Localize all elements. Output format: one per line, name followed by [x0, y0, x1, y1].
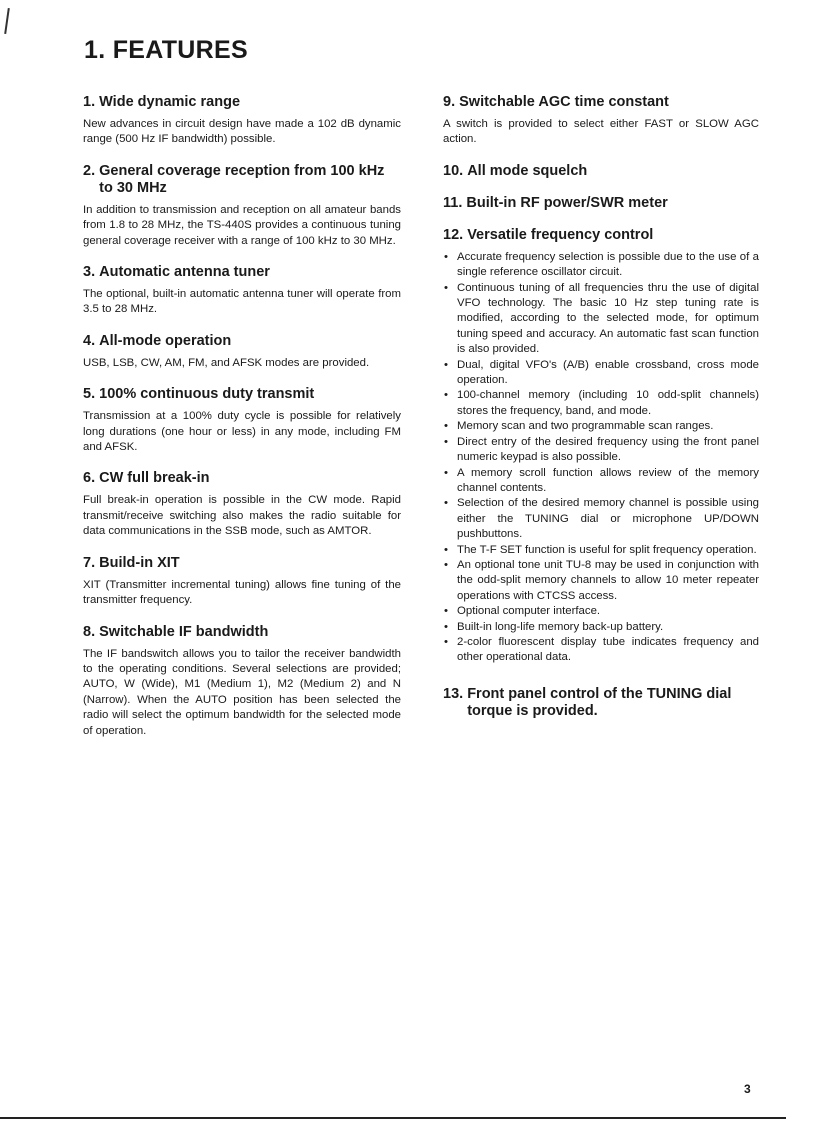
feature-1 — [83, 94, 401, 148]
feature-4 — [83, 333, 401, 371]
feature-text: XIT (Transmitter incremental tuning) allows fine tuning of the transmitter frequency. — [83, 578, 401, 607]
feature-title: Switchable IF bandwidth — [99, 623, 269, 640]
feature-heading — [443, 227, 759, 244]
feature-number: 6. — [83, 470, 100, 487]
feature-bullet-list — [443, 250, 759, 666]
feature-title: Front panel control of the TUNING dial torque is provided. — [467, 685, 732, 719]
feature-heading — [83, 555, 401, 572]
feature-title: CW full break-in — [99, 470, 210, 487]
feature-heading — [443, 686, 759, 720]
feature-number: 10. — [443, 162, 468, 179]
feature-6 — [83, 470, 401, 539]
bullet-item: • Built-in long-life memory back-up battery. — [443, 620, 759, 635]
feature-heading — [83, 470, 401, 487]
bullet-item: • A memory scroll function allows review of the memory channel contents. — [443, 466, 759, 497]
feature-title: 100% continuous duty transmit — [99, 386, 315, 403]
feature-number: 11. — [443, 194, 467, 211]
feature-number: 1. — [83, 94, 100, 110]
bullet-item: • 2-color fluorescent display tube indicates frequency and other operational data. — [443, 635, 759, 666]
feature-number: 9. — [443, 94, 460, 110]
feature-heading — [83, 163, 401, 197]
feature-title: Versatile frequency control — [467, 226, 654, 243]
feature-number: 4. — [83, 332, 100, 349]
feature-text: USB, LSB, CW, AM, FM, and AFSK modes are provided. — [83, 356, 370, 369]
feature-3 — [83, 264, 401, 318]
feature-title: All-mode operation — [99, 332, 232, 349]
feature-number: 13. — [443, 685, 468, 702]
feature-heading — [443, 94, 759, 111]
feature-text: The optional, built-in automatic antenna tuner will operate from 3.5 to 28 MHz. — [83, 288, 401, 316]
feature-number: 7. — [83, 554, 100, 571]
feature-heading — [443, 195, 759, 212]
left-column — [83, 94, 401, 754]
feature-title: General coverage reception from 100 kHz to 30 MHz — [99, 162, 385, 196]
bullet-item: • Accurate frequency selection is possible due to the use of a single reference oscillator circuit. — [443, 250, 759, 281]
bullet-item: • Direct entry of the desired frequency using the front panel numeric keypad is also possible. — [443, 435, 759, 466]
feature-number: 12. — [443, 226, 468, 243]
feature-number: 2. — [83, 162, 100, 179]
feature-5 — [83, 386, 401, 455]
feature-number: 8. — [83, 623, 100, 640]
feature-text: Full break-in operation is possible in the CW mode. Rapid transmit/receive switching also makes the radio suitable for data communications in the SSB mode, such as AMTOR. — [83, 494, 401, 538]
feature-number: 5. — [83, 386, 100, 403]
page-number: 3 — [744, 1082, 751, 1096]
bullet-item: • An optional tone unit TU-8 may be used in conjunction with the odd-split memory channels to allow 10 meter repeater operations with CTCSS access. — [443, 558, 759, 604]
bullet-item: • Selection of the desired memory channel is possible using either the TUNING dial or microphone UP/DOWN pushbuttons. — [443, 496, 759, 542]
feature-title: Wide dynamic range — [99, 94, 241, 110]
bullet-item: • The T-F SET function is useful for split frequency operation. — [443, 543, 759, 558]
feature-title: Build-in XIT — [99, 554, 180, 571]
right-column — [443, 94, 759, 735]
bullet-item: • Optional computer interface. — [443, 604, 759, 619]
feature-title: Automatic antenna tuner — [99, 264, 270, 281]
feature-8 — [83, 624, 401, 739]
scan-edge-mark — [4, 8, 9, 34]
feature-number: 3. — [83, 264, 100, 281]
bullet-item: • 100-channel memory (including 10 odd-split channels) stores the frequency, band, and mode. — [443, 388, 759, 419]
feature-7 — [83, 555, 401, 609]
bullet-item: • Continuous tuning of all frequencies thru the use of digital VFO technology. The basic 10 Hz step tuning rate is modified, according to the selected mode, for optimum tuning speed and accuracy. An automatic fast scan function is also provided. — [443, 281, 759, 358]
feature-title: All mode squelch — [467, 162, 588, 179]
feature-text: New advances in circuit design have made a 102 dB dynamic range (500 Hz IF bandwidth) possible. — [83, 118, 401, 146]
feature-text: Transmission at a 100% duty cycle is possible for relatively long durations (one hour or less) in any mode, including FM and AFSK. — [83, 410, 401, 454]
feature-heading — [443, 163, 759, 180]
feature-text: In addition to transmission and reception on all amateur bands from 1.8 to 28 MHz, the TS-440S provides a continuous tuning general coverage receiver with a range of 100 kHz to 30 MHz. — [83, 203, 401, 247]
feature-11 — [443, 195, 759, 212]
feature-title: Switchable AGC time constant — [459, 94, 669, 110]
feature-2 — [83, 163, 401, 249]
feature-heading — [83, 624, 401, 641]
page-title: 1. FEATURES — [84, 36, 248, 64]
bullet-item: • Memory scan and two programmable scan ranges. — [443, 419, 759, 434]
feature-9 — [443, 94, 759, 148]
feature-12 — [443, 227, 759, 666]
feature-heading — [83, 264, 401, 281]
feature-13 — [443, 686, 759, 720]
bottom-rule — [0, 1117, 786, 1119]
feature-text: A switch is provided to select either FAST or SLOW AGC action. — [443, 118, 759, 146]
feature-title: Built-in RF power/SWR meter — [466, 194, 668, 211]
feature-10 — [443, 163, 759, 180]
feature-text: The IF bandswitch allows you to tailor the receiver bandwidth to the operating conditions. Several selections are provided; AUTO, W (Wide), M1 (Medium 1), M2 (Medium 2) and N (Narrow). When the AUTO position has been selected the radio will select the optimum bandwidth for the selected mode of operation. — [83, 647, 401, 737]
feature-heading — [83, 333, 401, 350]
feature-heading — [83, 94, 401, 111]
feature-heading — [83, 386, 401, 403]
bullet-item: • Dual, digital VFO's (A/B) enable crossband, cross mode operation. — [443, 358, 759, 389]
